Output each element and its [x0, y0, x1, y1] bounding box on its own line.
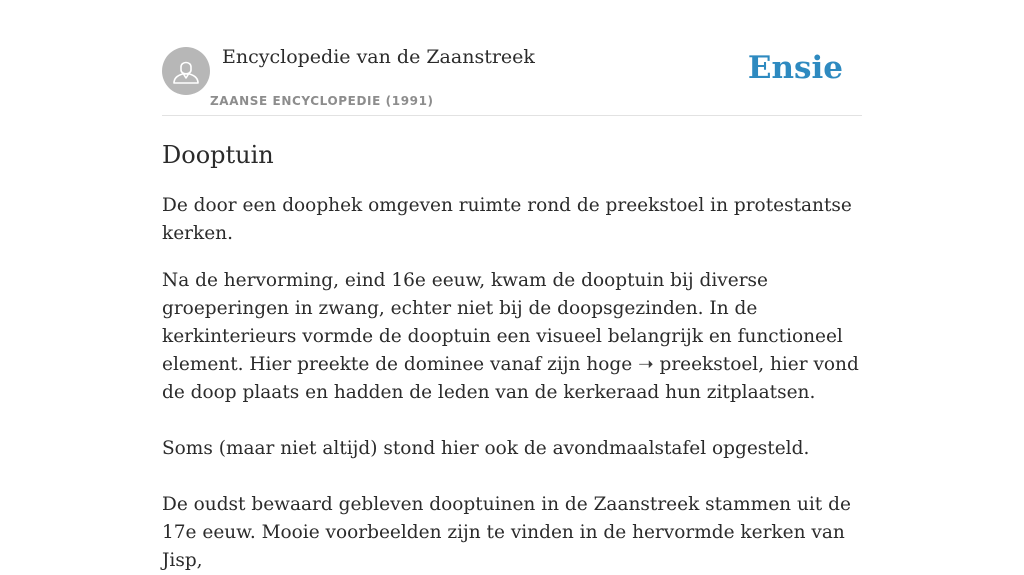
source-header	[162, 44, 862, 116]
entry-paragraph	[162, 267, 862, 407]
entry-content	[162, 140, 862, 575]
source-title[interactable]: Encyclopedie van de Zaanstreek	[222, 46, 535, 68]
preekstoel-link[interactable]: preekstoel	[653, 354, 759, 375]
paragraph-text: , hier vond de doop plaats en hadden de leden van de kerkeraad hun zitplaatsen.	[162, 354, 859, 403]
ensie-logo[interactable]: Ensie	[747, 50, 843, 86]
user-placeholder-icon	[162, 47, 210, 95]
paragraph-text: Na de hervorming, eind 16e eeuw, kwam de dooptuin bij diverse groeperingen in zwang, echter niet bij de doopsgezinden. In de kerkinterieurs vormde de dooptuin een visueel belangrijk en functioneel element. Hier preekte de dominee vanaf zijn hoge	[162, 270, 843, 375]
entry-definition: De door een doophek omgeven ruimte rond de preekstoel in protestantse kerken.	[162, 195, 852, 244]
link-arrow-icon: ➝	[638, 354, 654, 375]
entry-paragraph: Soms (maar niet altijd) stond hier ook de avondmaalstafel opgesteld.	[162, 438, 810, 459]
source-subtitle: ZAANSE ENCYCLOPEDIE (1991)	[210, 94, 434, 108]
entry-title: Dooptuin	[162, 141, 274, 169]
entry-paragraph: De oudst bewaard gebleven dooptuinen in de Zaanstreek stammen uit de 17e eeuw. Mooie voorbeelden zijn te vinden in de hervormde kerken van Jisp,	[162, 494, 851, 571]
